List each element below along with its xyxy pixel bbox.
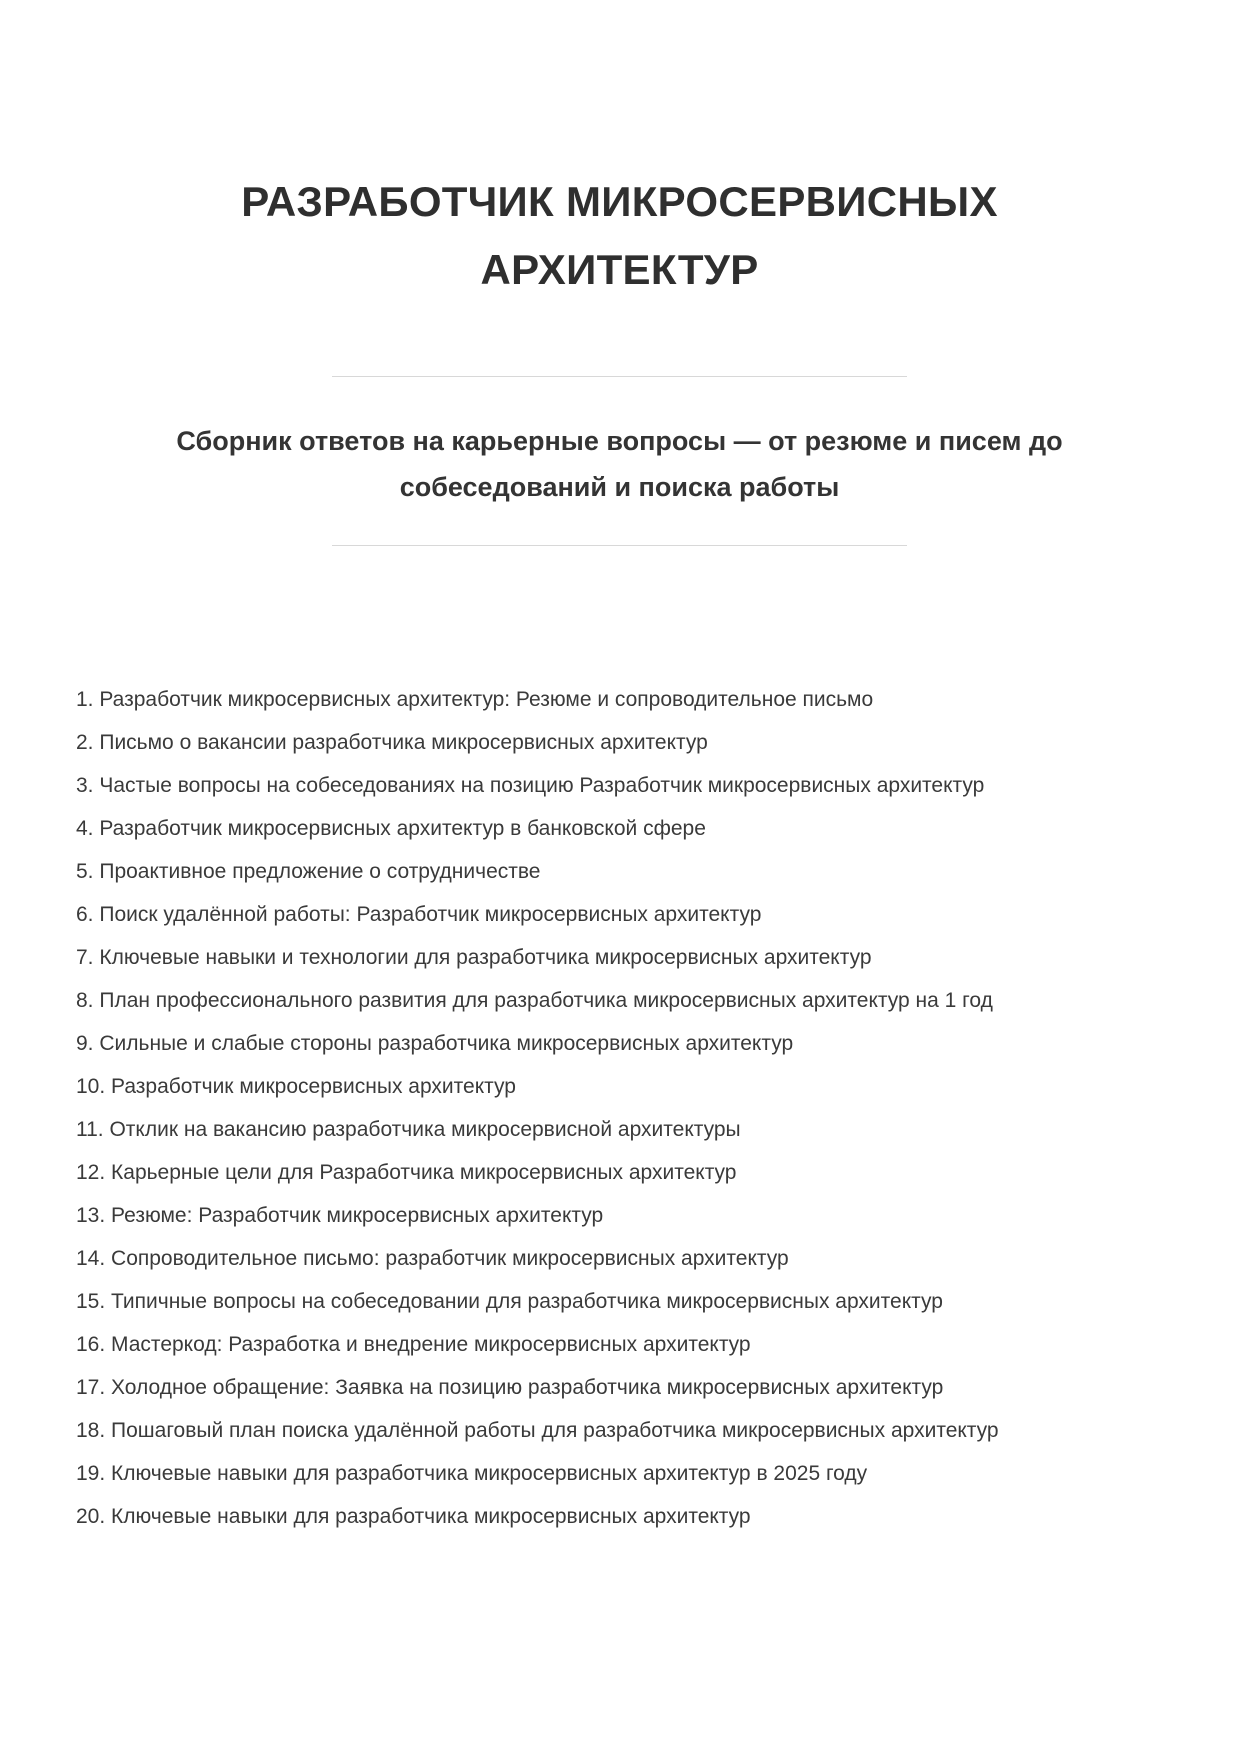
toc-item: 11. Отклик на вакансию разработчика микросервисной архитектуры xyxy=(76,1117,741,1141)
table-of-contents xyxy=(0,678,1239,1538)
toc-item: 16. Мастеркод: Разработка и внедрение микросервисных архитектур xyxy=(76,1332,751,1356)
toc-item: 1. Разработчик микросервисных архитектур: Резюме и сопроводительное письмо xyxy=(76,687,874,711)
toc-item: 13. Резюме: Разработчик микросервисных архитектур xyxy=(76,1203,604,1227)
page-subtitle: Сборник ответов на карьерные вопросы — от резюме и писем до собеседований и поиска работы xyxy=(176,426,1063,502)
page-title: РАЗРАБОТЧИК МИКРОСЕРВИСНЫХ АРХИТЕКТУР xyxy=(241,178,998,294)
toc-item: 18. Пошаговый план поиска удалённой работы для разработчика микросервисных архитектур xyxy=(76,1418,999,1442)
toc-item: 7. Ключевые навыки и технологии для разработчика микросервисных архитектур xyxy=(76,945,872,969)
toc-item: 3. Частые вопросы на собеседованиях на позицию Разработчик микросервисных архитектур xyxy=(76,773,985,797)
toc-item: 5. Проактивное предложение о сотрудничестве xyxy=(76,859,541,883)
document-header xyxy=(0,0,1239,546)
toc-item: 19. Ключевые навыки для разработчика микросервисных архитектур в 2025 году xyxy=(76,1461,868,1485)
toc-item: 8. План профессионального развития для разработчика микросервисных архитектур на 1 год xyxy=(76,988,993,1012)
title-divider-top xyxy=(332,376,907,377)
toc-item: 4. Разработчик микросервисных архитектур в банковской сфере xyxy=(76,816,706,840)
toc-item: 12. Карьерные цели для Разработчика микросервисных архитектур xyxy=(76,1160,737,1184)
toc-item: 6. Поиск удалённой работы: Разработчик микросервисных архитектур xyxy=(76,902,762,926)
toc-item: 15. Типичные вопросы на собеседовании для разработчика микросервисных архитектур xyxy=(76,1289,943,1313)
title-divider-bottom xyxy=(332,545,907,546)
toc-item: 2. Письмо о вакансии разработчика микросервисных архитектур xyxy=(76,730,708,754)
toc-item: 9. Сильные и слабые стороны разработчика микросервисных архитектур xyxy=(76,1031,794,1055)
toc-item: 10. Разработчик микросервисных архитектур xyxy=(76,1074,516,1098)
toc-item: 14. Сопроводительное письмо: разработчик микросервисных архитектур xyxy=(76,1246,789,1270)
toc-item: 20. Ключевые навыки для разработчика микросервисных архитектур xyxy=(76,1504,751,1528)
toc-item: 17. Холодное обращение: Заявка на позицию разработчика микросервисных архитектур xyxy=(76,1375,944,1399)
